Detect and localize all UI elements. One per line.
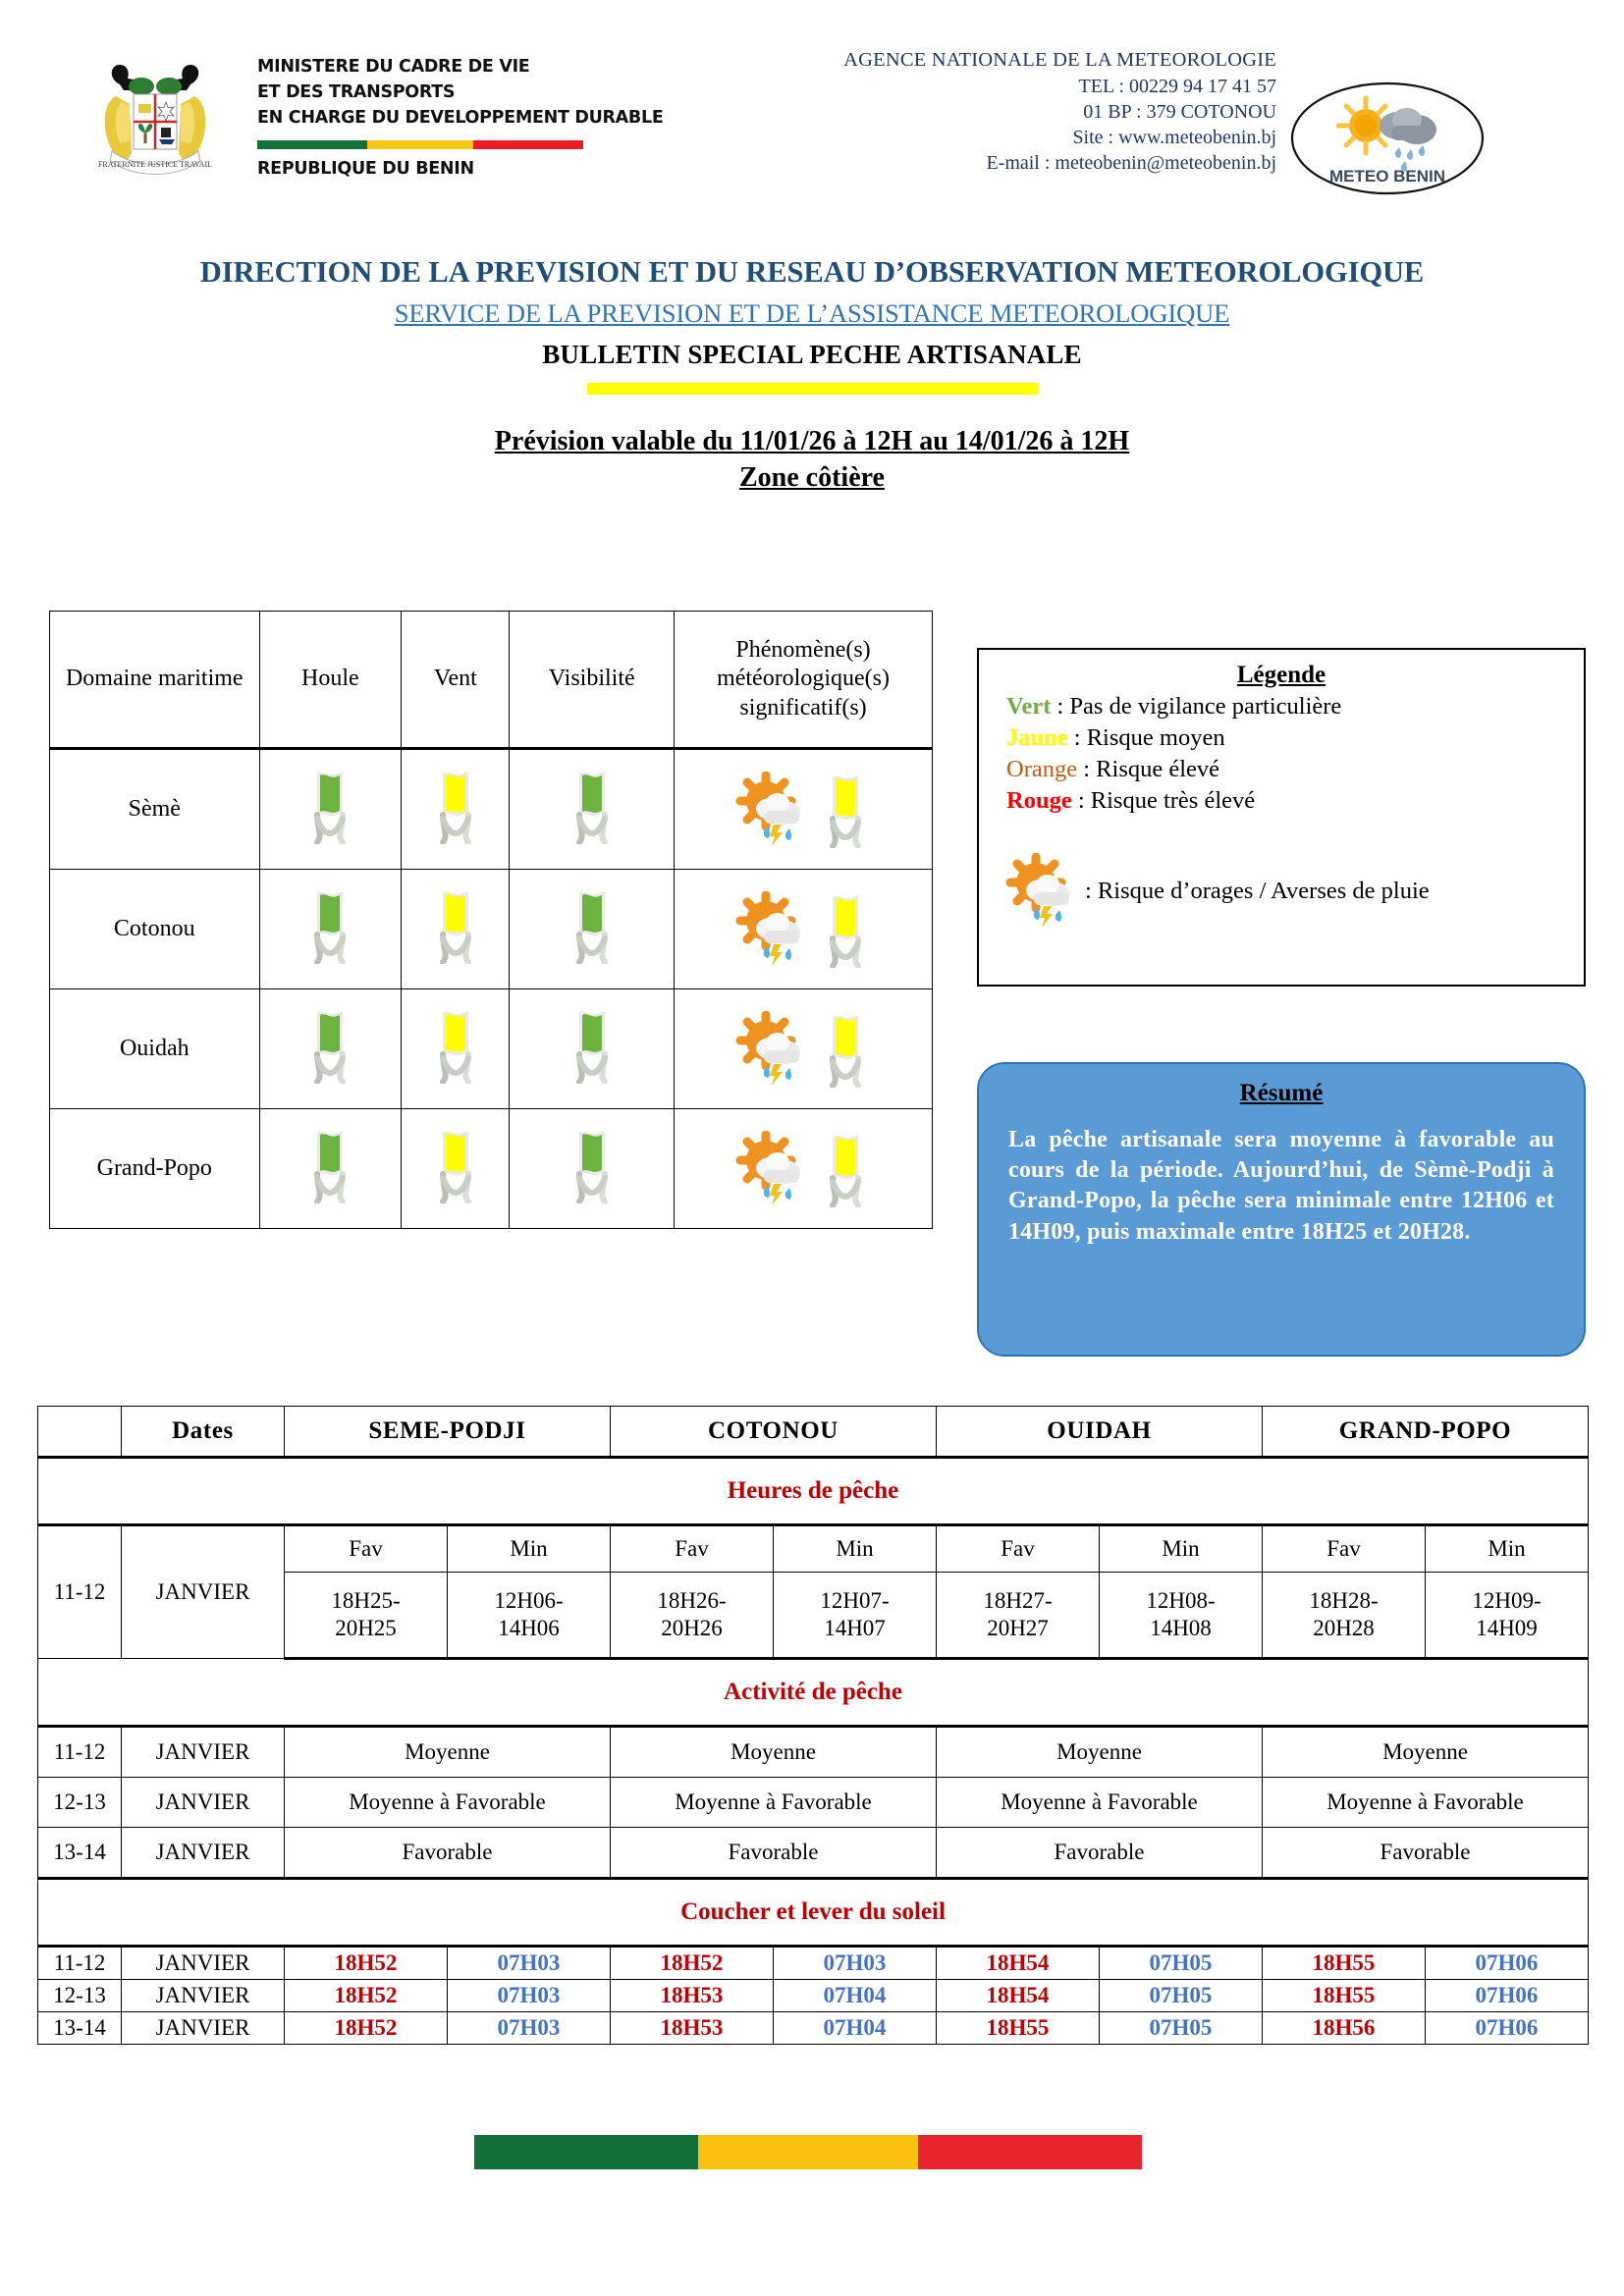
agency-email: E-mail : meteobenin@meteobenin.bj	[986, 151, 1276, 174]
yellow-highlight-rule	[587, 383, 1038, 395]
flag-icon-yellow	[819, 1011, 872, 1088]
fish-sun-row	[38, 2012, 1589, 2045]
fish-sun-day: 11-12	[38, 1947, 122, 1980]
document-titles	[0, 255, 1624, 494]
storm-icon	[734, 1011, 809, 1088]
fish-sunset-value-6: 18H56	[1263, 2012, 1426, 2045]
flag-icon-yellow	[819, 891, 872, 968]
fish-activity-value-2: Favorable	[937, 1828, 1263, 1879]
maritime-row	[50, 1109, 933, 1229]
fish-activity-value-3: Moyenne à Favorable	[1263, 1778, 1589, 1828]
fish-hours-day: 11-12	[38, 1525, 122, 1659]
maritime-row	[50, 870, 933, 989]
flag-icon-yellow	[429, 768, 482, 844]
legend-item-rouge	[993, 785, 1570, 817]
agency-website: Site : www.meteobenin.bj	[1072, 126, 1276, 148]
fish-sunrise-value-5: 07H05	[1100, 1980, 1263, 2012]
fish-activity-month: JANVIER	[122, 1828, 285, 1879]
flag-icon-green	[303, 1127, 356, 1203]
maritime-phenomenes-cell	[675, 989, 933, 1109]
flag-icon-green	[566, 1007, 619, 1084]
maritime-header-row	[50, 612, 933, 749]
bulletin-title: BULLETIN SPECIAL PECHE ARTISANALE	[542, 340, 1082, 369]
maritime-visibilite-cell	[510, 1109, 675, 1229]
storm-icon	[734, 772, 809, 848]
fish-sun-row	[38, 1980, 1589, 2012]
header-visibilite: Visibilité	[510, 612, 675, 749]
fish-activity-value-1: Moyenne à Favorable	[611, 1778, 937, 1828]
legend-text-orange: Risque élevé	[1096, 755, 1220, 782]
maritime-forecast-table	[49, 611, 933, 1229]
header-vent: Vent	[402, 612, 510, 749]
maritime-houle-cell	[259, 870, 402, 989]
fish-header-city-3: GRAND-POPO	[1263, 1407, 1589, 1458]
resume-text: La pêche artisanale sera moyenne à favorable au cours de la période. Aujourd’hui, de Sèmè-Podji à Grand-Popo, la pêche sera minimale entre 12H06 et 14H09, puis maximale entre 18H25 et 20H28.	[1008, 1127, 1554, 1245]
maritime-domaine-cell: Sèmè	[50, 749, 260, 870]
storm-icon	[734, 1131, 809, 1207]
legend-storm-label: : Risque d’orages / Averses de pluie	[1085, 878, 1430, 905]
agency-contact-block	[687, 47, 1276, 176]
fish-sun-month: JANVIER	[122, 1980, 285, 2012]
fish-activity-row	[38, 1828, 1589, 1879]
fish-hours-subheader-1: Min	[448, 1525, 611, 1573]
fish-activity-day: 12-13	[38, 1778, 122, 1828]
fish-hours-subheader-0: Fav	[285, 1525, 448, 1573]
maritime-houle-cell	[259, 989, 402, 1109]
header-domaine: Domaine maritime	[50, 612, 260, 749]
footer-flag-stripe-red	[918, 2135, 1142, 2169]
direction-title: DIRECTION DE LA PREVISION ET DU RESEAU D’OBSERVATION METEOROLOGIQUE	[199, 255, 1425, 289]
maritime-domaine-cell: Grand-Popo	[50, 1109, 260, 1229]
fish-activity-value-1: Favorable	[611, 1828, 937, 1879]
fish-hours-subheader-row	[38, 1525, 1589, 1573]
fish-sunset-value-2: 18H52	[611, 1947, 774, 1980]
flag-icon-green	[303, 1007, 356, 1084]
maritime-vent-cell	[402, 1109, 510, 1229]
fish-header-city-2: OUIDAH	[937, 1407, 1263, 1458]
fish-activity-month: JANVIER	[122, 1727, 285, 1778]
service-title: SERVICE DE LA PREVISION ET DE L’ASSISTANCE METEOROLOGIQUE	[394, 298, 1230, 328]
maritime-vent-cell	[402, 870, 510, 989]
fish-activity-value-0: Moyenne à Favorable	[285, 1778, 611, 1828]
flag-icon-green	[566, 768, 619, 844]
zone-label: Zone côtière	[739, 462, 885, 493]
fish-header-blank	[38, 1407, 122, 1458]
flag-icon-yellow	[429, 1127, 482, 1203]
maritime-visibilite-cell	[510, 870, 675, 989]
legend-color-orange: Orange	[1006, 755, 1078, 782]
fish-header-row	[38, 1407, 1589, 1458]
maritime-vent-cell	[402, 749, 510, 870]
maritime-houle-cell	[259, 749, 402, 870]
agency-tel: TEL : 00229 94 17 41 57	[1078, 75, 1276, 97]
maritime-row	[50, 749, 933, 870]
benin-flag-bar-footer	[474, 2135, 1142, 2169]
fish-activity-value-3: Favorable	[1263, 1828, 1589, 1879]
flag-stripe-yellow	[367, 140, 472, 149]
maritime-houle-cell	[259, 1109, 402, 1229]
maritime-visibilite-cell	[510, 749, 675, 870]
storm-icon	[1004, 853, 1079, 930]
fish-hours-subheader-2: Fav	[611, 1525, 774, 1573]
header-houle: Houle	[259, 612, 402, 749]
flag-icon-green	[303, 768, 356, 844]
fish-hours-value-1: 12H06- 14H06	[448, 1573, 611, 1659]
fish-sunset-value-6: 18H55	[1263, 1980, 1426, 2012]
agency-po-box: 01 BP : 379 COTONOU	[1083, 100, 1276, 123]
fish-sunrise-value-7: 07H06	[1426, 2012, 1589, 2045]
fish-sunrise-value-3: 07H03	[774, 1947, 937, 1980]
flag-icon-green	[566, 887, 619, 964]
legend-color-vert: Vert	[1006, 693, 1052, 720]
fish-sun-day: 13-14	[38, 2012, 122, 2045]
fish-sunrise-value-1: 07H03	[448, 2012, 611, 2045]
fish-sunrise-value-7: 07H06	[1426, 1947, 1589, 1980]
fish-sunset-value-4: 18H55	[937, 2012, 1100, 2045]
legend-item-jaune	[993, 722, 1570, 754]
meteo-benin-logo	[1289, 80, 1486, 196]
benin-flag-bar-header	[257, 140, 583, 149]
flag-icon-yellow	[429, 1007, 482, 1084]
legend-sep-rouge: :	[1071, 786, 1091, 814]
footer-flag-stripe-green	[474, 2135, 698, 2169]
fish-activity-value-3: Moyenne	[1263, 1727, 1589, 1778]
resume-title: Résumé	[1239, 1080, 1324, 1106]
storm-icon	[734, 891, 809, 968]
legend-text-jaune: Risque moyen	[1086, 723, 1225, 751]
legend-color-jaune: Jaune	[1006, 723, 1068, 751]
resume-box	[977, 1062, 1586, 1357]
fish-sun-month: JANVIER	[122, 2012, 285, 2045]
fish-sun-day: 12-13	[38, 1980, 122, 2012]
republic-label: REPUBLIQUE DU BENIN	[257, 158, 474, 179]
fish-sunset-value-2: 18H53	[611, 1980, 774, 2012]
maritime-phenomenes-cell	[675, 749, 933, 870]
legend-text-vert: Pas de vigilance particulière	[1063, 693, 1342, 720]
fish-sunset-value-0: 18H52	[285, 2012, 448, 2045]
flag-icon-green	[303, 887, 356, 964]
flag-icon-yellow	[819, 772, 872, 848]
fish-header-city-0: SEME-PODJI	[285, 1407, 611, 1458]
ministry-line-1: MINISTERE DU CADRE DE VIE	[257, 57, 530, 77]
maritime-phenomenes-cell	[675, 1109, 933, 1229]
fish-sunset-value-0: 18H52	[285, 1947, 448, 1980]
ministry-line-3: EN CHARGE DU DEVELOPPEMENT DURABLE	[257, 107, 664, 128]
maritime-table-body	[50, 749, 933, 1229]
flag-icon-yellow	[429, 887, 482, 964]
fishing-forecast-table	[37, 1406, 1589, 2045]
fish-header-city-1: COTONOU	[611, 1407, 937, 1458]
fish-hours-subheader-6: Fav	[1263, 1525, 1426, 1573]
fish-hours-value-7: 12H09- 14H09	[1426, 1573, 1589, 1659]
fish-sunrise-value-3: 07H04	[774, 1980, 937, 2012]
flag-icon-yellow	[819, 1131, 872, 1207]
validity-period: Prévision valable du 11/01/26 à 12H au 14/01/26 à 12H	[494, 426, 1130, 456]
fish-hours-value-3: 12H07- 14H07	[774, 1573, 937, 1659]
fish-activity-value-0: Moyenne	[285, 1727, 611, 1778]
maritime-row	[50, 989, 933, 1109]
legend-title: Légende	[1236, 662, 1326, 688]
fish-section-sun: Coucher et lever du soleil	[38, 1879, 1589, 1947]
fish-hours-subheader-3: Min	[774, 1525, 937, 1573]
fish-sunset-value-4: 18H54	[937, 1947, 1100, 1980]
svg-text:FRATERNITE JUSTICE TRAVAIL: FRATERNITE JUSTICE TRAVAIL	[97, 160, 213, 169]
flag-stripe-red	[473, 140, 583, 149]
meteo-logo-text: METEO BENIN	[1328, 167, 1446, 186]
fish-sunset-value-4: 18H54	[937, 1980, 1100, 2012]
ministry-line-2: ET DES TRANSPORTS	[257, 81, 456, 102]
maritime-vent-cell	[402, 989, 510, 1109]
legend-text-rouge: Risque très élevé	[1090, 786, 1256, 814]
fish-section-activity: Activité de pêche	[38, 1659, 1589, 1727]
fish-sunrise-value-1: 07H03	[448, 1947, 611, 1980]
fish-hours-value-5: 12H08- 14H08	[1100, 1573, 1263, 1659]
fish-sunrise-value-1: 07H03	[448, 1980, 611, 2012]
maritime-table-head	[50, 612, 933, 749]
header-phenomenes: Phénomène(s) météorologique(s) significatif(s)	[675, 612, 933, 749]
benin-coat-of-arms-icon	[86, 45, 224, 183]
legend-storm-row	[993, 853, 1570, 930]
legend-color-rouge: Rouge	[1006, 786, 1072, 814]
fish-activity-day: 11-12	[38, 1727, 122, 1778]
fish-activity-value-2: Moyenne à Favorable	[937, 1778, 1263, 1828]
fish-hours-month: JANVIER	[122, 1525, 285, 1659]
agency-name: AGENCE NATIONALE DE LA METEOROLOGIE	[843, 49, 1276, 71]
maritime-phenomenes-cell	[675, 870, 933, 989]
fish-hours-value-4: 18H27- 20H27	[937, 1573, 1100, 1659]
fish-activity-month: JANVIER	[122, 1778, 285, 1828]
fish-hours-value-0: 18H25- 20H25	[285, 1573, 448, 1659]
fish-sun-month: JANVIER	[122, 1947, 285, 1980]
fish-hours-subheader-5: Min	[1100, 1525, 1263, 1573]
fish-sunrise-value-5: 07H05	[1100, 2012, 1263, 2045]
fish-hours-subheader-4: Fav	[937, 1525, 1100, 1573]
fish-sunrise-value-7: 07H06	[1426, 1980, 1589, 2012]
legend-box	[977, 648, 1586, 987]
flag-stripe-green	[257, 140, 367, 149]
fish-hours-subheader-7: Min	[1426, 1525, 1589, 1573]
fish-activity-row	[38, 1778, 1589, 1828]
fish-sun-row	[38, 1947, 1589, 1980]
fish-section-hours-row	[38, 1458, 1589, 1525]
legend-item-orange	[993, 754, 1570, 785]
legend-sep-vert: :	[1051, 693, 1064, 720]
legend-item-vert	[993, 691, 1570, 722]
fish-activity-value-0: Favorable	[285, 1828, 611, 1879]
fish-sunset-value-0: 18H52	[285, 1980, 448, 2012]
legend-sep-orange: :	[1077, 755, 1097, 782]
legend-sep-jaune: :	[1067, 723, 1087, 751]
fish-hours-value-2: 18H26- 20H26	[611, 1573, 774, 1659]
fish-section-hours: Heures de pêche	[38, 1458, 1589, 1525]
fishing-table-body	[38, 1407, 1589, 2045]
fish-section-activity-row	[38, 1659, 1589, 1727]
fish-header-dates: Dates	[122, 1407, 285, 1458]
fish-sunset-value-6: 18H55	[1263, 1947, 1426, 1980]
maritime-domaine-cell: Ouidah	[50, 989, 260, 1109]
fish-activity-value-2: Moyenne	[937, 1727, 1263, 1778]
fish-sunrise-value-3: 07H04	[774, 2012, 937, 2045]
maritime-domaine-cell: Cotonou	[50, 870, 260, 989]
fish-sunset-value-2: 18H53	[611, 2012, 774, 2045]
ministry-block	[257, 55, 664, 179]
maritime-visibilite-cell	[510, 989, 675, 1109]
fish-activity-value-1: Moyenne	[611, 1727, 937, 1778]
fish-section-sun-row	[38, 1879, 1589, 1947]
footer-flag-stripe-yellow	[698, 2135, 918, 2169]
fish-activity-day: 13-14	[38, 1828, 122, 1879]
flag-icon-green	[566, 1127, 619, 1203]
fish-activity-row	[38, 1727, 1589, 1778]
fish-sunrise-value-5: 07H05	[1100, 1947, 1263, 1980]
fish-hours-value-6: 18H28- 20H28	[1263, 1573, 1426, 1659]
page-header	[0, 37, 1624, 194]
